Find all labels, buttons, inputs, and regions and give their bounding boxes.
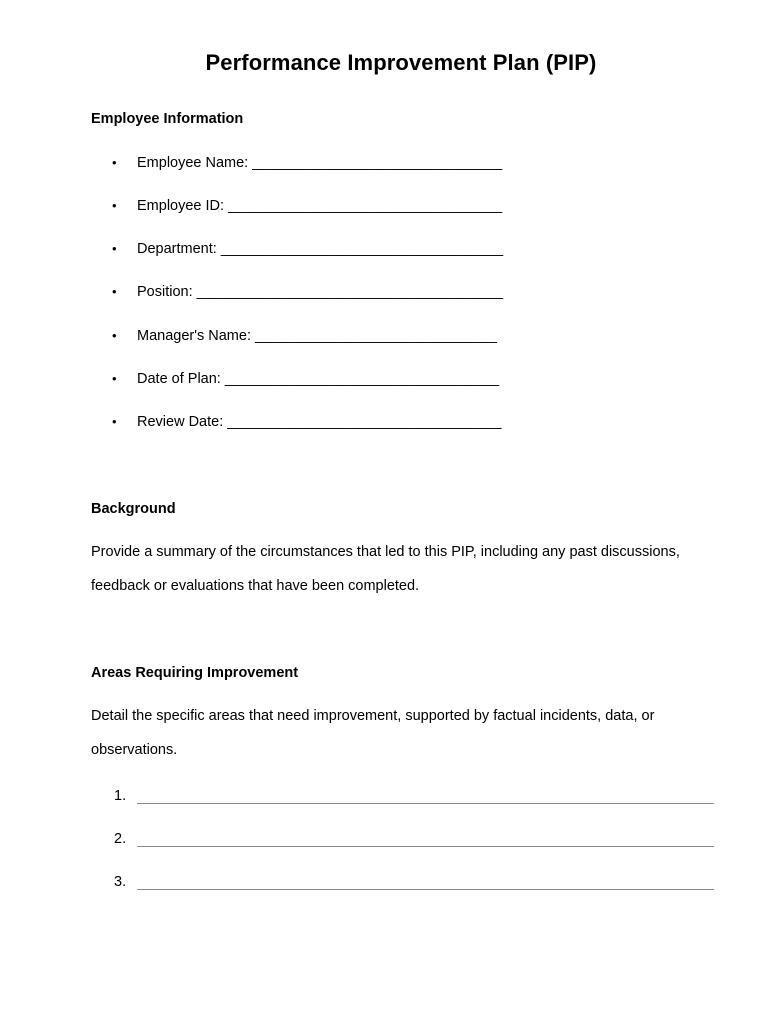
department-label: Department: ___________________________________ [137,241,504,257]
bullet-icon: • [112,241,117,256]
position-label: Position: ______________________________________ [137,284,504,300]
fill-in-line [137,889,714,890]
employee-name-label: Employee Name: _______________________________ [137,155,503,171]
bullet-icon: • [112,414,117,429]
bullet-icon: • [112,155,117,170]
position-field [112,284,503,300]
department-field [112,241,503,257]
bullet-icon: • [112,371,117,386]
improvement-item-1 [114,788,714,808]
bullet-icon: • [112,198,117,213]
improvement-item-3 [114,874,714,894]
areas-text: Detail the specific areas that need improvement, supported by factual incidents, data, or observations. [91,708,655,758]
managers-name-label: Manager's Name: ______________________________ [137,328,497,344]
document-title: Performance Improvement Plan (PIP) [205,50,597,75]
employee-id-field [112,198,502,214]
fill-in-line [137,846,714,847]
employee-name-field [112,155,502,171]
background-text: Provide a summary of the circumstances that led to this PIP, including any past discussions, feedback or evaluations that have been completed. [91,544,680,594]
areas-requiring-improvement-heading: Areas Requiring Improvement [91,665,299,681]
employee-information-heading: Employee Information [91,111,244,127]
background-heading: Background [91,501,176,517]
date-of-plan-field [112,371,499,387]
item-number: 1. [114,788,127,804]
employee-id-label: Employee ID: __________________________________ [137,198,503,214]
date-of-plan-label: Date of Plan: __________________________________ [137,371,500,387]
managers-name-field [112,328,497,344]
fill-in-line [137,803,714,804]
item-number: 3. [114,874,127,890]
item-number: 2. [114,831,127,847]
bullet-icon: • [112,328,117,343]
review-date-label: Review Date: __________________________________ [137,414,502,430]
review-date-field [112,414,501,430]
bullet-icon: • [112,284,117,299]
improvement-item-2 [114,831,714,851]
